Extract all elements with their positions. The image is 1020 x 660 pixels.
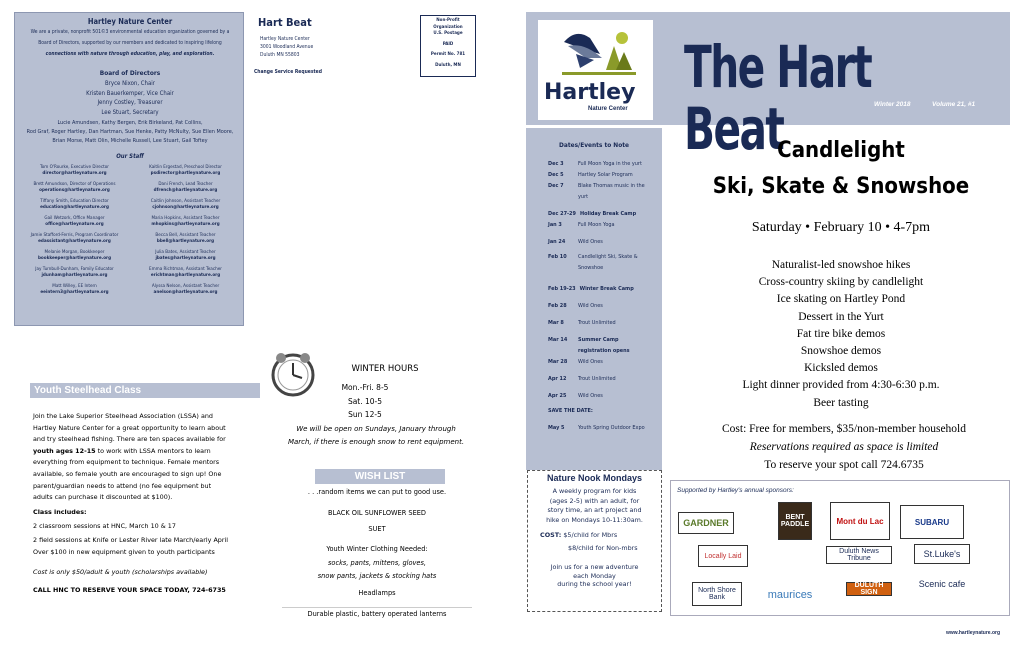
candle-reserve: Reservations required as space is limited (749, 441, 939, 453)
staff-row (19, 199, 241, 211)
candle-item: Snowshoe demos (800, 345, 882, 358)
event-name: Full Moon Yoga in the yurt (578, 161, 642, 167)
candle-activities (676, 257, 1006, 412)
postage-line: PAID (442, 41, 454, 47)
event-name: Wild Ones (578, 303, 603, 309)
steelhead-line: parent/guardian needs to attend (no fee equipment but (33, 481, 212, 490)
steelhead-line: available, so female youth are encouraged to sign up! One (33, 469, 222, 478)
staff-row (19, 250, 241, 262)
postage-line: Duluth, MN (435, 62, 461, 68)
staff-name: Jay Turnbull-Dunham, Family Educator (35, 267, 114, 272)
candle-item: Ice skating on Hartley Pond (776, 293, 906, 306)
event-name: Summer Camp registration opens (578, 337, 630, 354)
event-name: Holiday Break Camp (579, 211, 637, 217)
staff-email: jdunham@hartleynature.org (41, 273, 108, 278)
board-member: Bryce Nixon, Chair (104, 80, 156, 87)
event-list (526, 159, 662, 434)
banner-volume: Volume 21, #1 (932, 101, 976, 108)
sponsor-logo: BENT PADDLE (778, 502, 812, 540)
event-name: Candlelight Ski, Skate & Snowshoe (578, 254, 638, 271)
sponsor-logo: North Shore Bank (692, 582, 742, 606)
hours-line: Sat. 10-5 (347, 396, 383, 406)
event-row (548, 335, 662, 357)
candle-cost: Cost: Free for members, $35/non-member household (721, 423, 966, 435)
event-row (548, 374, 662, 385)
event-date: SAVE THE DATE: (548, 408, 593, 414)
staff-email: director@hartleynature.org (42, 171, 107, 176)
candle-item: Cross-country skiing by candlelight (758, 276, 924, 289)
staff-name: Caitlin Johnson, Assistant Teacher (150, 199, 221, 204)
mission-line: Board of Directors, supported by our members and dedicated to inspiring lifelong (38, 40, 222, 46)
member-line: Lucie Amundsen, Kathy Bergen, Erik Birkeland, Pat Collins, (57, 120, 203, 126)
event-date: Feb 19-23 (548, 286, 576, 292)
staff-name: Emma Richtman, Assistant Teacher (149, 267, 222, 272)
staff-member (19, 199, 130, 211)
sponsor-logo: maurices (750, 586, 830, 604)
staff-member (130, 250, 241, 262)
event-name: Blake Thomas music in the yurt (578, 183, 645, 200)
staff-row (19, 182, 241, 194)
class-title: Class includes: (33, 507, 87, 516)
staff-member (130, 267, 241, 279)
sponsor-logo: SUBARU (900, 505, 964, 539)
sponsor-logo: DULUTH SIGN (846, 582, 892, 596)
staff-row (19, 267, 241, 279)
staff-email: bbell@hartleynature.org (156, 239, 215, 244)
staff-row (19, 165, 241, 177)
staff-row (19, 233, 241, 245)
wish-item: BLACK OIL SUNFLOWER SEED (328, 509, 426, 517)
event-date: Feb 10 (548, 254, 567, 260)
staff-member (19, 216, 130, 228)
event-row (548, 209, 662, 220)
event-row (548, 318, 662, 329)
service-line: Change Service Requested (254, 69, 322, 75)
nook-line: (ages 2-5) with an adult, for (549, 496, 640, 505)
event-date: Dec 3 (548, 161, 564, 167)
staff-email: jbates@hartleynature.org (155, 256, 216, 261)
staff-email: mhopkins@hartleynature.org (151, 222, 220, 227)
staff-row (19, 284, 241, 296)
sponsor-logo: GARDNER (678, 512, 734, 534)
staff-member (130, 165, 241, 177)
logo-name: Hartley (544, 80, 636, 105)
heron-logo-icon (556, 24, 640, 80)
board-members (15, 119, 245, 146)
candle-item: Fat tire bike demos (796, 327, 886, 340)
sponsor-logo: St.Luke's (914, 544, 970, 564)
event-name: Wild Ones (578, 359, 603, 365)
event-date: Feb 28 (548, 303, 567, 309)
nook-desc (528, 487, 661, 525)
hours-line: Mon.-Fri. 8-5 (341, 383, 389, 392)
event-row (548, 159, 662, 170)
hours-note-line: March, if there is enough snow to rent equipment. (287, 438, 465, 446)
steelhead-cost: Cost is only $50/adult & youth (scholarships available) (33, 568, 208, 577)
banner-title: The Hart Beat (684, 33, 872, 163)
event-date: May 5 (548, 425, 565, 431)
wish-item: Headlamps (358, 589, 396, 597)
staff-list (19, 165, 241, 301)
steelhead-line: everything from equipment to technique. Female mentors (33, 458, 220, 467)
board-member: Kristen Bauerkemper, Vice Chair (86, 89, 174, 97)
staff-name: Brett Amundson, Director of Operations (33, 182, 116, 187)
event-date: Apr 12 (548, 376, 567, 382)
staff-member (19, 284, 130, 296)
dates-column (526, 128, 662, 470)
event-row (548, 357, 662, 368)
board-list (15, 79, 245, 117)
sponsor-logo: Locally Laid (698, 545, 748, 567)
candle-item: Beer tasting (813, 396, 869, 409)
steelhead-line: and try steelhead fishing. There are ten spaces available for (33, 435, 226, 444)
staff-name: Melanie Morgan, Bookkeeper (44, 250, 105, 255)
wish-item: snow pants, jackets & stocking hats (317, 572, 437, 580)
staff-member (130, 182, 241, 194)
staff-email: bookkeeper@hartleynature.org (37, 256, 112, 261)
candle-title: Candlelight (777, 138, 905, 163)
wish-item: SUET (368, 525, 386, 533)
board-member: Jenny Costley, Treasurer (97, 99, 163, 106)
event-name: Youth Spring Outdoor Expo (578, 425, 645, 431)
event-date: Dec 5 (548, 172, 564, 178)
nook-line: story time, an art project and (547, 506, 642, 514)
board-member: Lee Stuart, Secretary (101, 108, 159, 116)
hours-title: WINTER HOURS (351, 364, 419, 374)
candle-call: To reserve your spot call 724.6735 (764, 459, 924, 471)
class-item: 2 field sessions at Knife or Lester River late March/early April (33, 535, 229, 544)
logo-sub: Nature Center (588, 106, 628, 112)
class-item: Over $100 in new equipment given to youth participants (33, 547, 215, 556)
masthead-box (14, 12, 244, 326)
event-date: Jan 3 (548, 222, 562, 228)
event-row (548, 237, 662, 248)
staff-email: cjohnson@hartleynature.org (152, 205, 219, 210)
staff-member (19, 233, 130, 245)
event-date: Apr 25 (548, 393, 567, 399)
sponsor-logo: Scenic cafe (914, 570, 970, 598)
banner-issue: Winter 2018 (874, 101, 911, 108)
address-line: Duluth MN 55803 (260, 52, 300, 58)
event-row (548, 252, 662, 274)
wish-list (282, 488, 472, 618)
postage-line: Organization (433, 24, 463, 30)
event-name: Trout Unlimited (578, 376, 616, 382)
event-name: Hartley Solar Program (578, 172, 633, 178)
staff-email: office@hartleynature.org (45, 222, 104, 227)
mailer-block (254, 16, 408, 75)
staff-email: erichtman@hartleynature.org (150, 273, 221, 278)
address-line: 3001 Woodland Avenue (260, 44, 314, 50)
postage-indicia (420, 15, 476, 77)
candle-item: Light dinner provided from 4:30-6:30 p.m. (742, 379, 940, 392)
nook-line: A weekly program for kids (552, 487, 637, 495)
staff-name: Julia Bates, Assistant Teacher (155, 250, 216, 255)
candle-item: Kicksled demos (804, 362, 878, 375)
event-date: Mar 28 (548, 359, 568, 365)
nook-join-line: Join us for a new adventure (550, 563, 639, 571)
staff-name: Dani French, Lead Teacher (158, 182, 213, 187)
event-row (548, 181, 662, 203)
event-name: Trout Unlimited (578, 320, 616, 326)
nook-cost-line: $8/child for Non-mbrs (568, 544, 638, 552)
nook-title: Nature Nook Mondays (546, 473, 642, 483)
dates-title: Dates/Events to Note (559, 141, 629, 149)
event-row (548, 284, 662, 295)
staff-name: Kaitlin Ergestad, Preschool Director (149, 165, 222, 170)
staff-email: education@hartleynature.org (40, 205, 109, 210)
org-name: Hartley Nature Center (87, 17, 173, 26)
staff-member (19, 182, 130, 194)
steelhead-age: youth ages 12-15 (33, 446, 96, 455)
nook-cost-line: $5/child for Mbrs (563, 531, 618, 539)
staff-email: operations@hartleynature.org (39, 188, 110, 193)
nook-join-line: each Monday (573, 571, 616, 580)
staff-member (130, 216, 241, 228)
nook-cost-label: COST: (540, 531, 562, 539)
staff-name: Maria Hopkins, Assistant Teacher (151, 216, 220, 221)
event-name: Wild Ones (578, 239, 603, 245)
postage-line: Non-Profit (436, 18, 460, 23)
nook-join-line: during the school year! (557, 580, 632, 588)
mailer-title: Hart Beat (258, 16, 312, 29)
wish-item: . . .random items we can put to good use. (307, 488, 447, 496)
hours-list (310, 381, 420, 422)
postage-line: U.S. Postage (433, 31, 463, 36)
staff-name: Tom O'Rourke, Executive Director (40, 165, 109, 170)
staff-member (19, 250, 130, 262)
address-line: Hartley Nature Center (260, 36, 310, 42)
sponsor-logo: Mont du Lac (830, 502, 890, 540)
logo-box (538, 20, 653, 120)
hours-note-line: We will be open on Sundays, January through (296, 425, 456, 433)
event-row (548, 406, 662, 417)
candle-item: Dessert in the Yurt (798, 310, 884, 323)
steelhead-line (33, 446, 273, 458)
steelhead-body (33, 411, 273, 596)
event-row (548, 423, 662, 434)
sponsors-title: Supported by Hartley's annual sponsors: (677, 487, 794, 494)
event-name: Wild Ones (578, 393, 603, 399)
event-date: Mar 14 (548, 337, 568, 343)
wish-title: WISH LIST (315, 469, 445, 484)
staff-email: eeintern3@hartleynature.org (40, 290, 109, 295)
event-date: Dec 27-29 (548, 211, 576, 217)
footer-url: www.hartleynature.org (946, 630, 1000, 636)
mission-line: connections with nature through education, play, and exploration. (45, 51, 215, 57)
candle-when: Saturday • February 10 • 4-7pm (751, 220, 931, 235)
staff-member (19, 267, 130, 279)
staff-row (19, 216, 241, 228)
steelhead-call: CALL HNC TO RESERVE YOUR SPACE TODAY, 724-6735 (33, 585, 226, 594)
event-name: Full Moon Yoga (578, 222, 615, 228)
event-name (594, 406, 662, 417)
staff-name: Jamie Stafford-Ferris, Program Coordinator (30, 233, 119, 238)
steelhead-line: Join the Lake Superior Steelhead Association (LSSA) and (33, 412, 213, 420)
staff-member (130, 284, 241, 296)
board-title: Board of Directors (99, 69, 161, 77)
nook-join (528, 563, 661, 589)
staff-name: Becca Bell, Assistant Teacher (155, 233, 216, 238)
class-item: 2 classroom sessions at HNC, March 10 & 17 (33, 522, 176, 531)
staff-member (19, 165, 130, 177)
steelhead-line: adults can purchase it discounted at $100). (33, 493, 173, 502)
event-date: Mar 8 (548, 320, 564, 326)
hours-line: Sun 12-5 (348, 410, 382, 419)
event-row (548, 170, 662, 181)
staff-member (130, 199, 241, 211)
staff-name: Alyssa Nelson, Assistant Teacher (151, 284, 220, 289)
nook-cost (528, 529, 661, 555)
mission-line: We are a private, nonprofit 501©3 environmental education organization governed by a (30, 29, 230, 35)
member-line: Brian Morse, Matt Olin, Michelle Russell, Lee Stuart, Gail Toftey (52, 138, 208, 144)
event-name: Winter Break Camp (579, 286, 634, 292)
staff-email: anelson@hartleynature.org (153, 290, 218, 295)
return-address (258, 35, 408, 59)
postage-line: Permit No. 781 (430, 52, 466, 57)
event-date: Dec 7 (548, 183, 564, 189)
candle-item: Naturalist-led snowshoe hikes (771, 259, 911, 271)
staff-email: edassistant@hartleynature.org (38, 239, 111, 244)
event-row (548, 301, 662, 312)
event-row (548, 391, 662, 402)
nook-line: hike on Mondays 10-11:30am. (546, 515, 643, 524)
event-date: Jan 24 (548, 239, 566, 245)
event-row (548, 220, 662, 231)
staff-member (130, 233, 241, 245)
staff-email: dfrench@hartleynature.org (153, 188, 218, 193)
staff-name: Tiffany Smith, Education Director (40, 199, 109, 204)
sponsor-logo: Duluth News Tribune (826, 546, 892, 564)
steelhead-text: to work with LSSA mentors to learn (95, 446, 211, 455)
staff-title: Our Staff (116, 153, 144, 160)
hours-note (276, 423, 476, 449)
staff-name: Matt Willey, EE Intern (52, 284, 97, 289)
staff-name: Gail Wetzork, Office Manager (44, 216, 105, 221)
nook-box (527, 470, 662, 612)
steelhead-line: Hartley Nature Center for a great opportunity to learn about (33, 423, 226, 432)
candle-subtitle: Ski, Skate & Snowshoe (712, 174, 970, 199)
wish-item: Durable plastic, battery operated lanterns (282, 607, 472, 618)
staff-email: psdirector@hartleynature.org (150, 171, 221, 176)
wish-item: socks, pants, mittens, gloves, (328, 559, 426, 567)
member-line: Rod Graf, Roger Hartley, Dan Hartman, Sue Henke, Patty McNulty, Sue Ellen Moore, (26, 129, 234, 135)
steelhead-title: Youth Steelhead Class (30, 383, 260, 398)
wish-item: Youth Winter Clothing Needed: (326, 545, 428, 553)
